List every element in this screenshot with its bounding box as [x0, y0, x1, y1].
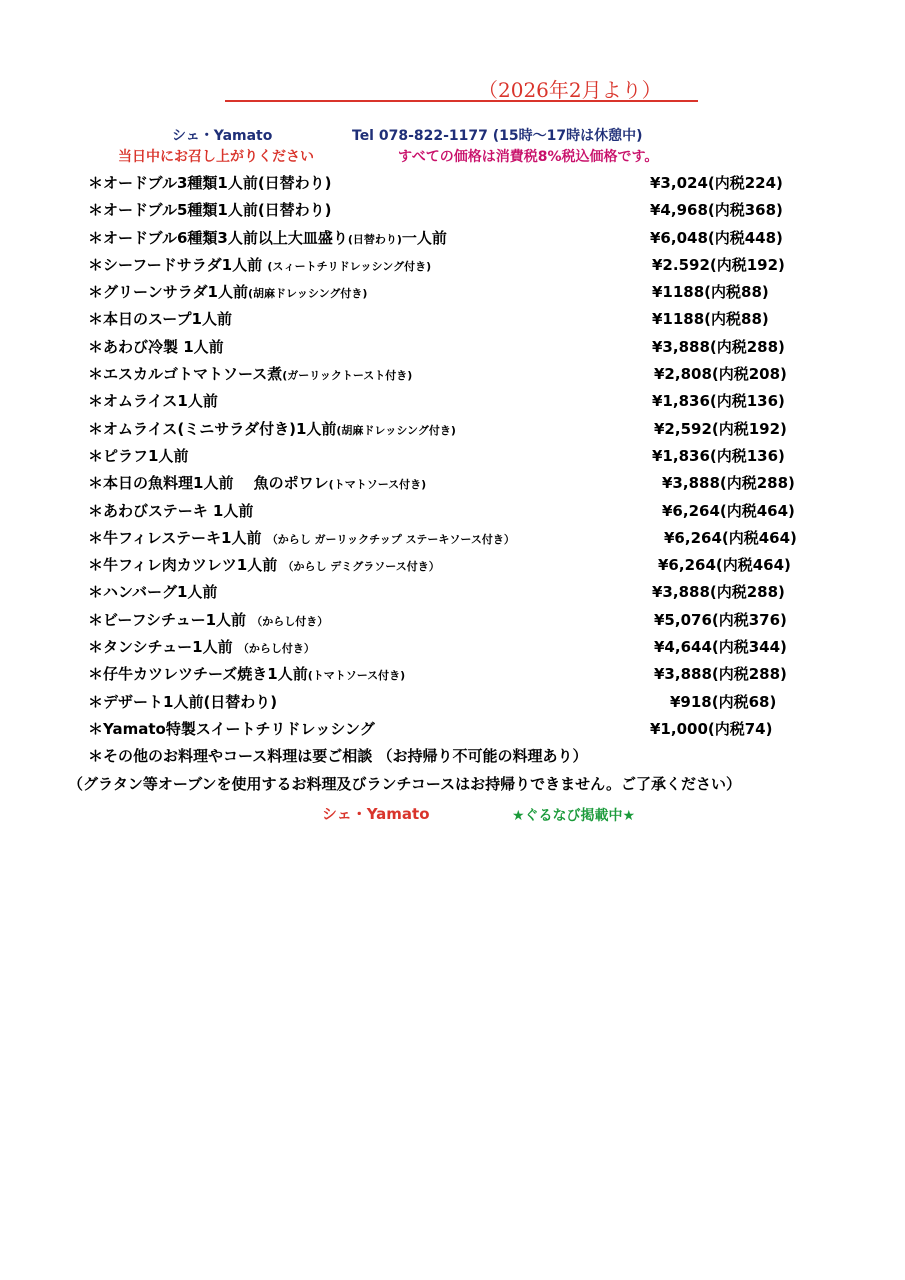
menu-item-note: （からし付き）: [251, 614, 329, 628]
menu-item-price: ¥2,592(内税192): [654, 419, 787, 438]
tax-note: すべての価格は消費税8%税込価格です。: [398, 149, 659, 165]
menu-item: [88, 552, 828, 579]
menu-item-price: ¥6,264(内税464): [658, 556, 791, 575]
menu-item-label: ＊仔牛カツレツチーズ焼き1人前: [88, 665, 308, 684]
menu-item-note: （からし デミグラソース付き）: [282, 560, 440, 574]
effective-date: （2026年2月より）: [478, 78, 662, 102]
menu-item-note: (スィートチリドレッシング付き): [267, 259, 432, 273]
menu-item-price: ¥6,264(内税464): [664, 528, 797, 547]
menu-item-name: [88, 472, 426, 493]
menu-item-label: ＊Yamato特製スイートチリドレッシング: [88, 719, 375, 738]
menu-item-name: [88, 308, 232, 329]
menu-item-price: ¥1,000(内税74): [650, 719, 773, 738]
menu-item-price: ¥6,264(内税464): [662, 501, 795, 520]
menu-item-price: ¥3,888(内税288): [652, 337, 785, 356]
menu-item-name: [88, 199, 332, 220]
menu-item: [88, 716, 828, 743]
menu-item-note: （からし付き）: [237, 642, 315, 656]
menu-item-label: ＊オムライス1人前: [88, 392, 218, 411]
menu-item-label: ＊牛フィレステーキ1人前: [88, 528, 267, 547]
menu-item-name: [88, 390, 218, 411]
menu-item-name: [88, 418, 456, 439]
menu-item-name: [88, 609, 328, 630]
takeout-note: （グラタン等オーブンを使用するお料理及びランチコースはお持帰りできません。ご了承ください）: [68, 775, 742, 793]
menu-item-price: ¥2.592(内税192): [652, 255, 785, 274]
menu-item: [88, 689, 828, 716]
menu-item-label: ＊あわび冷製 1人前: [88, 337, 224, 356]
menu-item-name: [88, 363, 412, 384]
menu-item: [88, 279, 828, 306]
menu-item-label: ＊本日の魚料理1人前 魚のポワレ: [88, 474, 329, 493]
menu-item: [88, 225, 828, 252]
menu-item-name: [88, 663, 405, 684]
menu-item-price: ¥1,836(内税136): [652, 392, 785, 411]
menu-item-name: [88, 254, 431, 275]
menu-item-label: ＊オードブル5種類1人前(日替わり): [88, 201, 332, 220]
same-day-note: 当日中にお召し上がりください: [118, 149, 314, 165]
menu-item-price: ¥918(内税68): [670, 692, 777, 711]
menu-item: [88, 170, 828, 197]
menu-item-price: ¥1188(内税88): [652, 283, 769, 302]
menu-item-name: [88, 718, 375, 739]
menu-item: [88, 607, 828, 634]
menu-list: [88, 170, 828, 743]
menu-item-note: (トマトソース付き): [307, 669, 406, 683]
menu-item: [88, 661, 828, 688]
menu-item-note: (ガーリックトースト付き): [282, 369, 413, 383]
menu-item-note: (胡麻ドレッシング付き): [336, 423, 456, 437]
menu-item-name: [88, 691, 277, 712]
menu-item-price: ¥4,644(内税344): [654, 638, 787, 657]
menu-item-name: [88, 336, 224, 357]
menu-item-price: ¥3,888(内税288): [654, 665, 787, 684]
menu-item-price: ¥3,888(内税288): [662, 474, 795, 493]
menu-item-label: ＊本日のスープ1人前: [88, 310, 232, 329]
menu-item-label: ＊オードブル6種類3人前以上大皿盛り: [88, 228, 348, 247]
consult-note: ＊その他のお料理やコース料理は要ご相談 （お持帰り不可能の料理あり）: [88, 747, 588, 765]
menu-item-label: ＊エスカルゴトマトソース煮: [88, 365, 283, 384]
menu-item-price: ¥6,048(内税448): [650, 228, 783, 247]
menu-item-price: ¥1188(内税88): [652, 310, 769, 329]
menu-item: [88, 525, 828, 552]
menu-item-label: ＊オードブル3種類1人前(日替わり): [88, 174, 332, 192]
menu-item-label: ＊ピラフ1人前: [88, 446, 189, 465]
menu-item-name: [88, 281, 367, 302]
menu-item-name: [88, 445, 188, 466]
phone-info: Tel 078-822-1177 (15時～17時は休憩中): [352, 128, 643, 144]
menu-item-name: [88, 227, 447, 248]
menu-item: [88, 252, 828, 279]
menu-item-name: [88, 581, 217, 602]
menu-item: [88, 197, 828, 224]
menu-item-note: (トマトソース付き): [328, 478, 427, 492]
menu-item: [88, 579, 828, 606]
menu-item: [88, 306, 828, 333]
menu-item-label: ＊あわびステーキ 1人前: [88, 501, 254, 520]
menu-item-name: [88, 636, 315, 657]
menu-item-note: (日替わり): [347, 232, 402, 246]
menu-item-label: ＊ハンバーグ1人前: [88, 583, 218, 602]
menu-item: [88, 361, 828, 388]
menu-item-label: ＊タンシチュー1人前: [88, 638, 238, 657]
menu-item-name: [88, 554, 440, 575]
menu-item: [88, 634, 828, 661]
menu-item-price: ¥4,968(内税368): [650, 201, 783, 220]
menu-item-price: ¥5,076(内税376): [654, 610, 787, 629]
menu-item-price: ¥2,808(内税208): [654, 365, 787, 384]
menu-item-name: [88, 172, 332, 193]
menu-item-label: ＊デザート1人前(日替わり): [88, 692, 278, 711]
gurunavi-badge: ★ぐるなび掲載中★: [512, 808, 636, 824]
menu-item-label: ＊牛フィレ肉カツレツ1人前: [88, 556, 283, 575]
shop-signature: シェ・Yamato: [322, 805, 430, 823]
menu-item-price: ¥3,888(内税288): [652, 583, 785, 602]
menu-item: [88, 334, 828, 361]
menu-item-note: （からし ガーリックチップ ステーキソース付き）: [266, 532, 515, 546]
menu-item-price: ¥3,024(内税224): [650, 174, 783, 192]
shop-name: シェ・Yamato: [172, 128, 273, 144]
menu-item-label: ＊シーフードサラダ1人前: [88, 255, 268, 274]
menu-item: [88, 388, 828, 415]
menu-item: [88, 498, 828, 525]
menu-item-label: ＊グリーンサラダ1人前: [88, 283, 248, 302]
menu-item: [88, 443, 828, 470]
menu-item-label: ＊ビーフシチュー1人前: [88, 610, 252, 629]
menu-item: [88, 416, 828, 443]
menu-item: [88, 470, 828, 497]
menu-item-price: ¥1,836(内税136): [652, 446, 785, 465]
menu-item-note: (胡麻ドレッシング付き): [248, 287, 368, 301]
menu-item-label: ＊オムライス(ミニサラダ付き)1人前: [88, 419, 337, 438]
menu-item-name: [88, 527, 515, 548]
menu-item-name: [88, 500, 253, 521]
menu-item-label-suffix: 一人前: [401, 228, 447, 247]
